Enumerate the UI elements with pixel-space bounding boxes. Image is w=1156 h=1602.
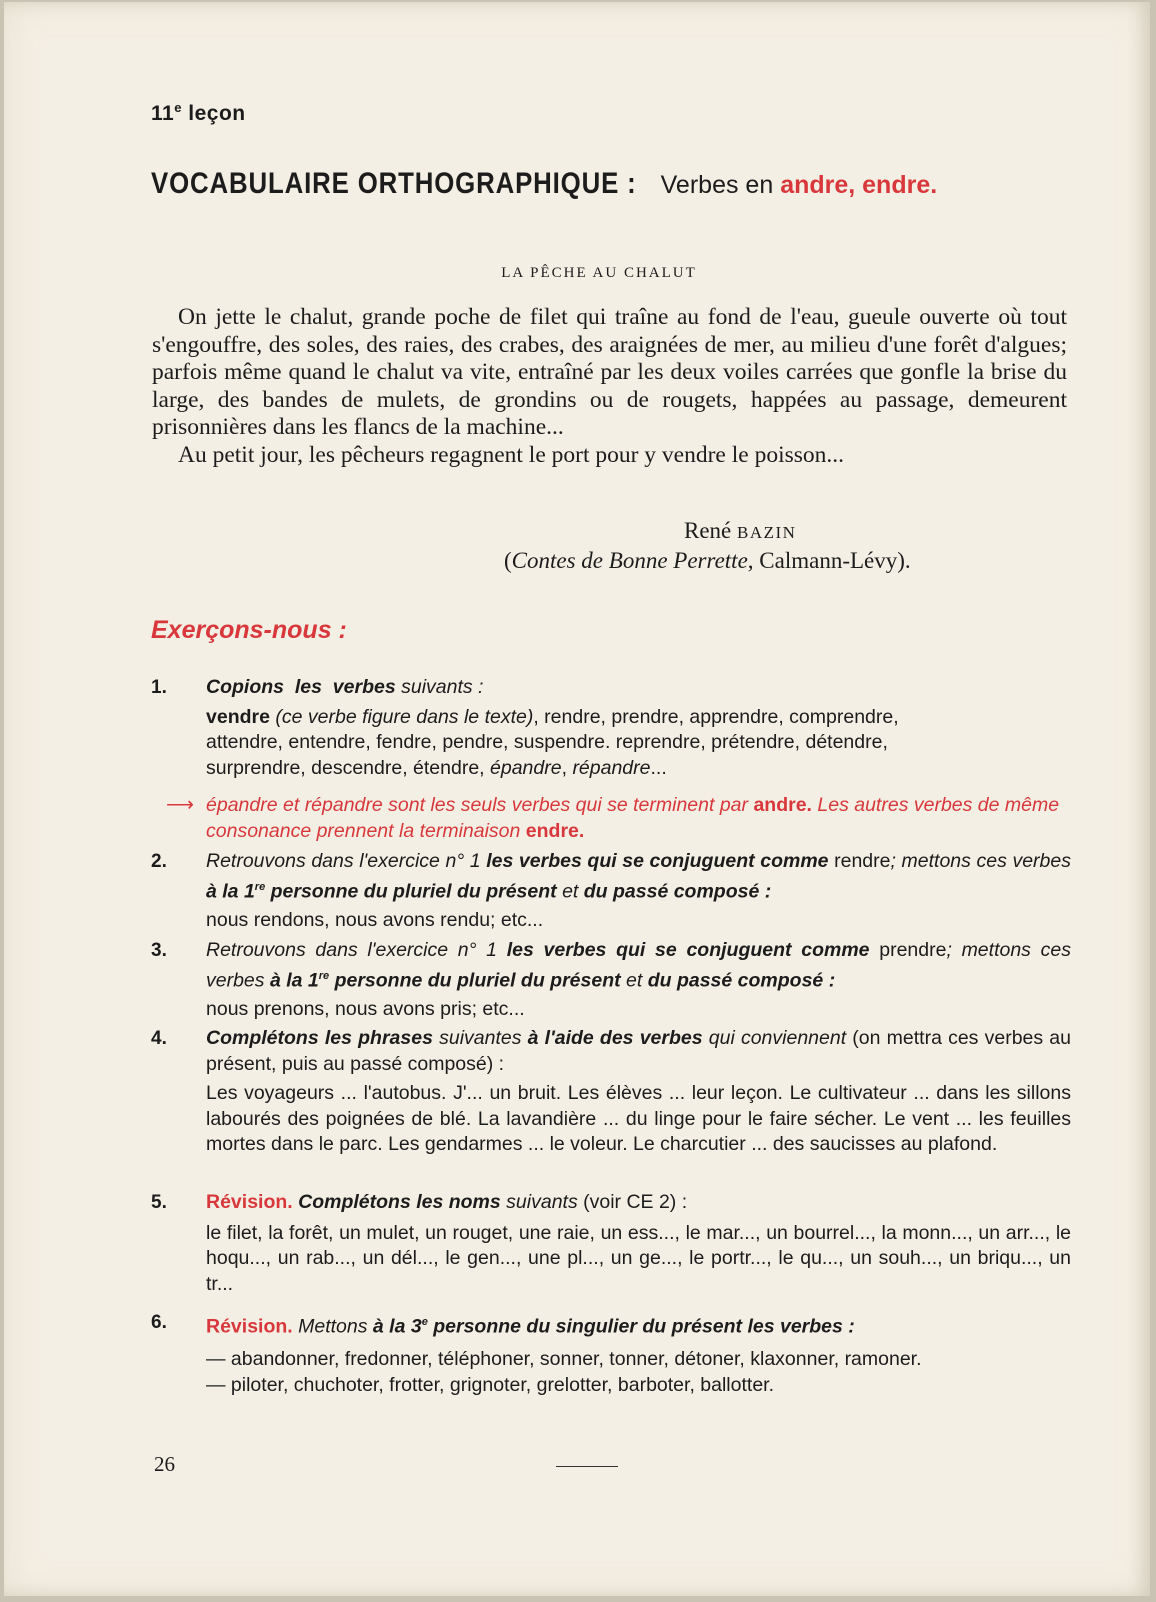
ex2-instr: et <box>556 880 584 902</box>
ex6-instr: e <box>421 1316 428 1328</box>
page-number: 26 <box>154 1452 175 1476</box>
ex1-line: épandre <box>490 756 562 779</box>
lesson-number <box>151 100 246 126</box>
ex2-instr: Retrouvons dans l'exercice n° 1 <box>206 850 487 872</box>
ex4-instr: Complétons les phrases <box>206 1027 433 1049</box>
reading-passage <box>152 304 1067 469</box>
ex6-line: — abandonner, fredonner, téléphoner, sonner, tonner, détoner, klaxonner, ramoner. <box>206 1348 922 1370</box>
ex2-instr: re <box>254 880 266 893</box>
lesson-sup: e <box>174 100 182 115</box>
ex1-instr: les <box>294 676 322 698</box>
ex3-instr: prendre <box>869 939 947 961</box>
ex1-verb: vendre <box>206 705 270 728</box>
source-title: Contes de Bonne Perrette <box>511 548 748 573</box>
note-text: sont les seuls verbes qui se terminent par <box>382 794 754 816</box>
ex3-instr: re <box>318 969 330 982</box>
ex4-instr: à l'aide des verbes <box>527 1027 703 1049</box>
note-text: et <box>277 794 305 816</box>
exercise-5 <box>151 1190 1071 1297</box>
ex6-instr: à la 3 <box>372 1315 422 1338</box>
ex4-instr: qui conviennent <box>702 1027 853 1049</box>
arrow-icon: ⟶ <box>166 794 194 816</box>
ex2-instr: personne du pluriel du présent <box>265 880 557 902</box>
ex2-instr: les verbes qui se conjuguent comme <box>486 850 829 872</box>
ex2-instr: rendre <box>828 850 891 872</box>
title-highlight: andre, endre. <box>780 171 938 199</box>
ex4-instr: suivantes <box>432 1027 528 1049</box>
author-last: BAZIN <box>737 523 797 542</box>
ex3-instr: du passé composé : <box>647 969 836 991</box>
exercise-3 <box>151 938 1071 1022</box>
ex3-instr: à la 1 <box>269 969 319 991</box>
ex5-instr: (voir CE 2) : <box>583 1191 688 1213</box>
ex3-instr: personne du pluriel du présent <box>329 969 621 991</box>
revision-label: Révision. <box>206 1315 293 1338</box>
source <box>504 548 911 574</box>
note-text: Les autres verbes de même consonance prennent la terminaison <box>206 794 1060 842</box>
exercise-6 <box>151 1310 1071 1398</box>
ex1-line: attendre, entendre, fendre, pendre, suspendre. reprendre, prétendre, détendre, <box>206 731 888 753</box>
note-text: endre. <box>525 820 585 842</box>
ex1-instr: suivants : <box>401 676 484 698</box>
exercise-2 <box>151 849 1071 933</box>
ex2-instr: du passé composé : <box>583 880 772 902</box>
passage-paragraph-2: Au petit jour, les pêcheurs regagnent le port pour y vendre le poisson... <box>178 441 845 468</box>
note-text: andre. <box>753 794 812 816</box>
exercises-heading: Exerçons-nous : <box>151 616 347 644</box>
ex2-instr: à la 1 <box>206 880 255 902</box>
ex4-instr: (on mettra ces verbes au présent, puis au passé composé) : <box>206 1027 1071 1075</box>
author-first: René <box>684 518 732 543</box>
page-title <box>151 167 937 201</box>
ex3-instr: Retrouvons dans l'exercice n° 1 <box>206 939 507 961</box>
exercise-number: 1. <box>151 677 167 698</box>
ex6-instr: personne du singulier du présent les verbes : <box>427 1315 855 1338</box>
reading-title: LA PÊCHE AU CHALUT <box>501 265 697 281</box>
lesson-num: 11 <box>151 102 175 125</box>
footer-rule <box>556 1466 618 1467</box>
ex1-line: , <box>561 756 573 779</box>
ex5-text: le filet, la forêt, un mulet, un rouget, une raie, un ess..., le mar..., un bourrel..., la monn..., un arr..., le hoqu..., un rab..., un dél..., le gen..., une pl..., un ge..., le portr..., le qu..., un souh..., un briqu..., un tr... <box>206 1221 1071 1295</box>
textbook-page <box>4 2 1150 1596</box>
exercise-number: 5. <box>151 1192 167 1213</box>
ex1-line: ... <box>650 756 667 779</box>
lesson-word: leçon <box>181 102 246 125</box>
ex3-example: nous prenons, nous avons pris; etc... <box>206 997 525 1020</box>
exercise-number: 6. <box>151 1312 167 1333</box>
exercise-4 <box>151 1026 1071 1158</box>
ex1-line: surprendre, descendre, étendre, <box>206 756 491 779</box>
rule-note <box>166 792 1071 844</box>
note-text: épandre <box>206 794 278 816</box>
ex6-instr: Mettons <box>292 1315 373 1338</box>
ex1-line: , rendre, prendre, apprendre, comprendre, <box>533 705 899 728</box>
ex3-instr: les verbes qui se conjuguent comme <box>506 939 870 961</box>
ex1-line: répandre <box>572 756 651 779</box>
ex4-text: Les voyageurs ... l'autobus. J'... un bruit. Les élèves ... leur leçon. Le cultivateur ... dans les sillons labourés des poignées de blé. La lavandière ... du linge pour le faire sécher. Le vent ... les feuilles mortes dans le parc. Les gendarmes ... le voleur. Le charcutier ... des saucisses au plafond. <box>206 1082 1071 1155</box>
ex1-instr: verbes <box>332 676 396 698</box>
ex5-instr: suivants <box>500 1191 584 1213</box>
author <box>684 518 796 544</box>
source-open: ( <box>504 548 512 573</box>
passage-paragraph-1: On jette le chalut, grande poche de filet qui traîne au fond de l'eau, gueule ouverte où tout s'engouffre, des soles, des raies, des crabes, des araignées de mer, au milieu d'une forêt d'algues; parfois même quand le chalut va vite, entraîné par les deux voiles carrées que gonfle la brise du large, des bandes de mulets, de grondins ou de rougets, happées au passage, demeurent prisonnières dans les flancs de la machine... <box>152 304 1067 440</box>
revision-label: Révision. <box>206 1191 293 1213</box>
ex2-example: nous rendons, nous avons rendu; etc... <box>206 908 544 931</box>
ex2-instr: ; mettons ces verbes <box>890 850 1071 872</box>
ex6-line: — piloter, chuchoter, frotter, grignoter, grelotter, barboter, ballotter. <box>206 1373 774 1396</box>
note-text: répandre <box>304 794 383 816</box>
title-main: VOCABULAIRE ORTHOGRAPHIQUE : <box>151 167 637 200</box>
title-sub: Verbes en <box>660 171 774 199</box>
exercise-number: 2. <box>151 851 167 872</box>
exercise-1 <box>151 675 1071 781</box>
ex3-instr: ; mettons ces verbes <box>206 939 1071 991</box>
ex3-instr: et <box>620 969 648 991</box>
ex1-verb-note: (ce verbe figure dans le texte) <box>275 705 534 728</box>
exercise-number: 4. <box>151 1028 167 1049</box>
ex1-instr: Copions <box>206 676 284 698</box>
ex5-instr: Complétons les noms <box>292 1191 501 1213</box>
source-rest: , Calmann-Lévy). <box>747 548 911 573</box>
exercise-number: 3. <box>151 940 167 961</box>
